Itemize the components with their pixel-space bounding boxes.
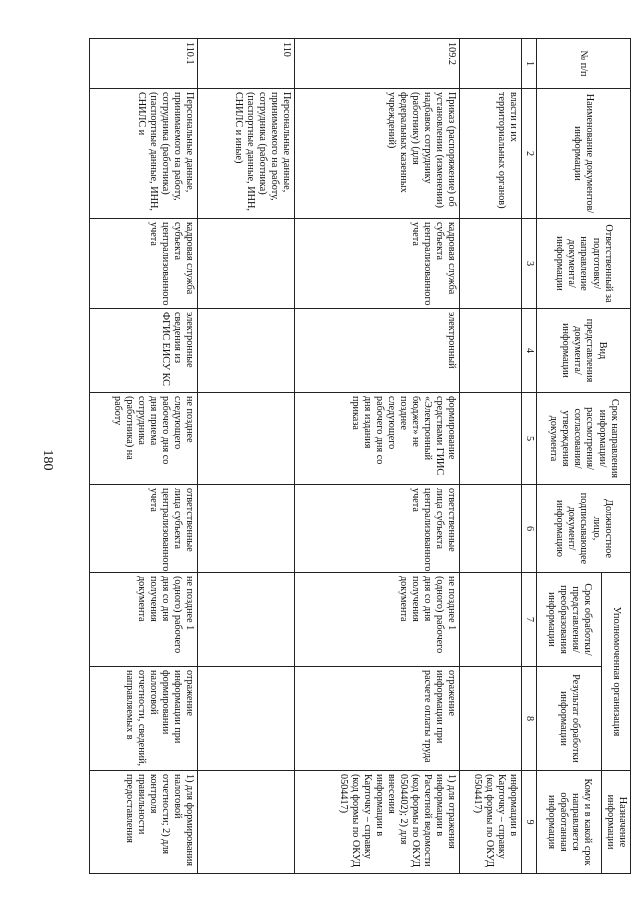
col-number: 8 xyxy=(521,667,536,771)
cell-num: 110 xyxy=(197,39,294,89)
cell-kind xyxy=(197,309,294,393)
col-number: 9 xyxy=(521,771,536,874)
header-kind: Вид представления документа/ информации xyxy=(536,309,630,393)
table-row xyxy=(197,39,294,874)
cell-term: формирование средствами ГИИС «Электронный бюджет» не позднее следующего рабочего дня со дня издания приказа xyxy=(294,393,459,485)
cell-kind xyxy=(459,309,521,393)
cell-num: 110.1 xyxy=(89,39,197,89)
cell-official xyxy=(197,485,294,573)
header-resp: Ответственный за подготовку/ направление документа/ информации xyxy=(536,219,630,309)
cell-kind: электронный xyxy=(294,309,459,393)
cell-resp xyxy=(197,219,294,309)
col-number: 3 xyxy=(521,219,536,309)
cell-result xyxy=(197,667,294,771)
col-number: 5 xyxy=(521,393,536,485)
cell-resp: кадровая служба субъекта централизованного учета xyxy=(89,219,197,309)
cell-name: Приказ (распоряжение) об установлении (изменении) надбавок сотруднику (работнику) (для федеральных казенных учреждений) xyxy=(294,89,459,219)
col-number: 4 xyxy=(521,309,536,393)
header-dest-sub: Кому и в какой срок направляется обработанная информация xyxy=(536,771,601,874)
col-number: 2 xyxy=(521,89,536,219)
cell-resp: кадровая служба субъекта централизованного учета xyxy=(294,219,459,309)
cell-dest: информации в Карточку – справку (код формы по ОКУД 0504417) xyxy=(459,771,521,874)
cell-official xyxy=(459,485,521,573)
page-number: 180 xyxy=(40,449,55,471)
cell-result: отражение информации при формировании налоговой отчетности, сведений, направляемых в xyxy=(89,667,197,771)
header-result: Результат обработки информации xyxy=(536,667,601,771)
cell-name: Персональные данные, принимаемого на работу, сотрудника (работника) (паспортные данные, ИНН, СНИЛС и иные) xyxy=(197,89,294,219)
cell-num: 109.2 xyxy=(294,39,459,89)
table-row xyxy=(459,39,521,874)
cell-term xyxy=(459,393,521,485)
col-number: 7 xyxy=(521,573,536,667)
header-proc: Срок обработки/ представления/ преобразования информации xyxy=(536,573,601,667)
cell-num xyxy=(459,39,521,89)
header-name: Наименование документов/ информации xyxy=(536,89,630,219)
header-official: Должностное лицо, подписывающее документ/ информацию xyxy=(536,485,630,573)
cell-official: ответственные лица субъекта централизованного учета xyxy=(89,485,197,573)
header-dest: Назначение информации xyxy=(601,771,630,874)
cell-official: ответственные лица субъекта централизованного учета xyxy=(294,485,459,573)
cell-term xyxy=(197,393,294,485)
cell-dest: 1) для отражения информации в Расчетной ведомости (код формы по ОКУД 0504402); 2) для внесения информации в Карточку – справку (код формы по ОКУД 0504417) xyxy=(294,771,459,874)
cell-proc xyxy=(459,573,521,667)
cell-dest: 1) для формирования налоговой отчетности; 2) для контроля правильности предоставления xyxy=(89,771,197,874)
col-number: 6 xyxy=(521,485,536,573)
cell-resp xyxy=(459,219,521,309)
cell-kind: электронные сведения из ФГИС ЕИСУ КС xyxy=(89,309,197,393)
header-num: № п/п xyxy=(536,39,630,89)
data-table xyxy=(89,38,631,874)
cell-dest xyxy=(197,771,294,874)
cell-result xyxy=(459,667,521,771)
header-group: Уполномоченная организация xyxy=(601,573,630,771)
cell-name: Персональные данные, принимаемого на работу, сотрудника (работника) (паспортные данные, ИНН, СНИЛС и xyxy=(89,89,197,219)
cell-proc: не позднее 1 (одного) рабочего дня со дня получения документа xyxy=(294,573,459,667)
rotated-table-container xyxy=(111,38,631,873)
cell-term: не позднее следующего рабочего дня со дня приема сотрудника (работника) на работу xyxy=(89,393,197,485)
cell-result: отражение информации при расчете оплаты труда xyxy=(294,667,459,771)
table-row xyxy=(89,39,197,874)
cell-name: власти и их территориальных органов) xyxy=(459,89,521,219)
table-row xyxy=(294,39,459,874)
cell-proc xyxy=(197,573,294,667)
cell-proc: не позднее 1 (одного) рабочего дня со дня получения документа xyxy=(89,573,197,667)
header-term: Срок направления информации/ рассмотрения/ согласования/ утверждения документа xyxy=(536,393,630,485)
col-number: 1 xyxy=(521,39,536,89)
